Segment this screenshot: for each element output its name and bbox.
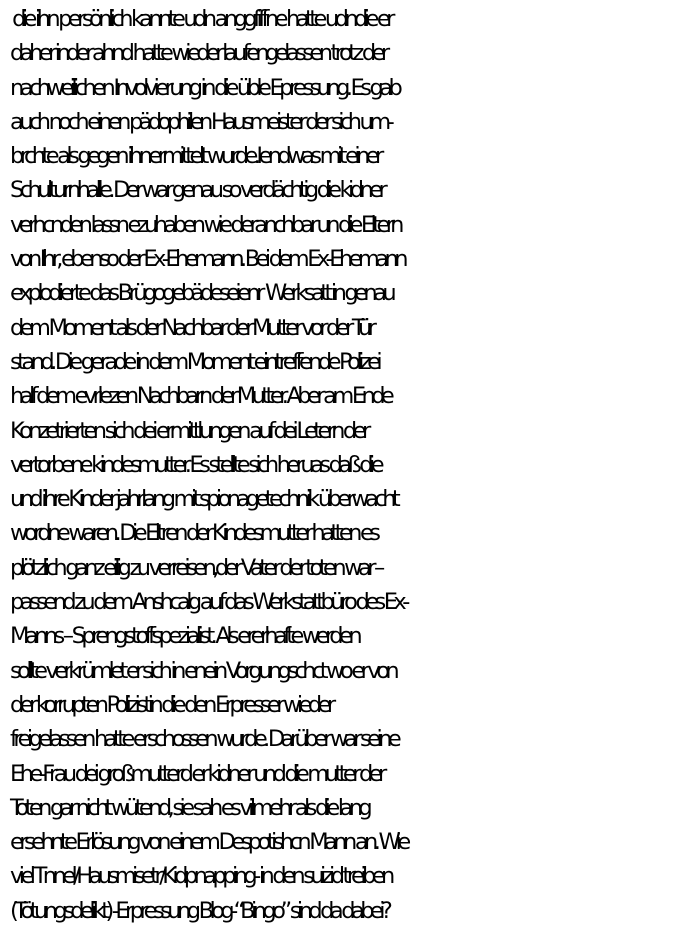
- text-line: explodierte das Brügogebädeseienr Werksatt in genau: [10, 280, 393, 307]
- text-line: (Tötungsdelikt) -Erpressung Blog-“Bingo” sind da dabei?: [10, 897, 389, 924]
- text-line: auch noch einen pädophilen Hausmeister der sich um-: [10, 108, 391, 135]
- text-line: brchte als gegen ihnermittelt wurde.Iendwas mit einer: [10, 143, 380, 170]
- text-line: daher inder ahnd hatte wieder laufengelassen trotz der: [10, 40, 386, 67]
- text-line: plötzlich ganz eilig zu verreisen,der Vater der toten war –: [10, 554, 381, 581]
- text-line: sollte verkrümlet er sich in enein Vorgungschct wo er von: [10, 657, 396, 684]
- text-line: stand. Die gerade in dem Moment eintreffende Polizei: [10, 348, 379, 375]
- document-page: [10, 2, 682, 928]
- text-line: dem Moment als der Nachbar der Mutter vor der Tür: [10, 314, 373, 341]
- text-line: Manns – Sprengstoffspezialist. Als ererhafte werden: [10, 623, 359, 650]
- text-line: half dem evrlezen Nachbarn der Mutter. Aber am Ende: [10, 383, 391, 410]
- text-line: verhcnden lassn ezuhaben wie deranchbar un die Eltern: [10, 211, 400, 238]
- text-line: Toten gar nicht wütend, sie sah es vilmehr als die lang: [10, 794, 369, 821]
- text-line: ersehnte Erlösung von einem Despotishcn Mann an. Wie: [10, 829, 407, 856]
- text-line: freigelassen hatte erschossen wurde. Darüber war seine: [10, 726, 398, 753]
- text-line: der korrupten Polizistin die den Erpresser wieder: [10, 691, 332, 718]
- text-line: Schulturnhalle. Der war genau so verdächtig die kidner: [10, 177, 384, 204]
- text-line: nachweilichen Involvierung in die üble Epressung. Es gab: [10, 74, 399, 101]
- text-line: vertorbene kindesmutter. Es stellte sich heruas daß die: [10, 451, 381, 478]
- text-line: von Ihr, ebenso der Ex-Ehemann. Bei dem Ex-Ehemann: [10, 246, 404, 273]
- text-line: und ihre Kinder jahrlang mit spionagetechnik überwacht: [10, 486, 397, 513]
- text-line: passend zu dem Anshcalg auf das Werkstattbüro des Ex-: [10, 589, 406, 616]
- text-line: Ehe-Frau dei großmutterd er kidner und die mutter der: [10, 760, 383, 787]
- text-line: wordne waren. Die Eltren der Kindesmutter hatten es: [10, 520, 377, 547]
- text-line: Konzetrierten sich dei ermittlungen auf dei Letern der: [10, 417, 367, 444]
- text-line: viel Tnnel/Hausmisetr/Kidpnapping- in den suizid treiben: [10, 863, 391, 890]
- text-line: die ihn persönlich kannte udn anggfiffne hatte udndie er: [10, 6, 391, 32]
